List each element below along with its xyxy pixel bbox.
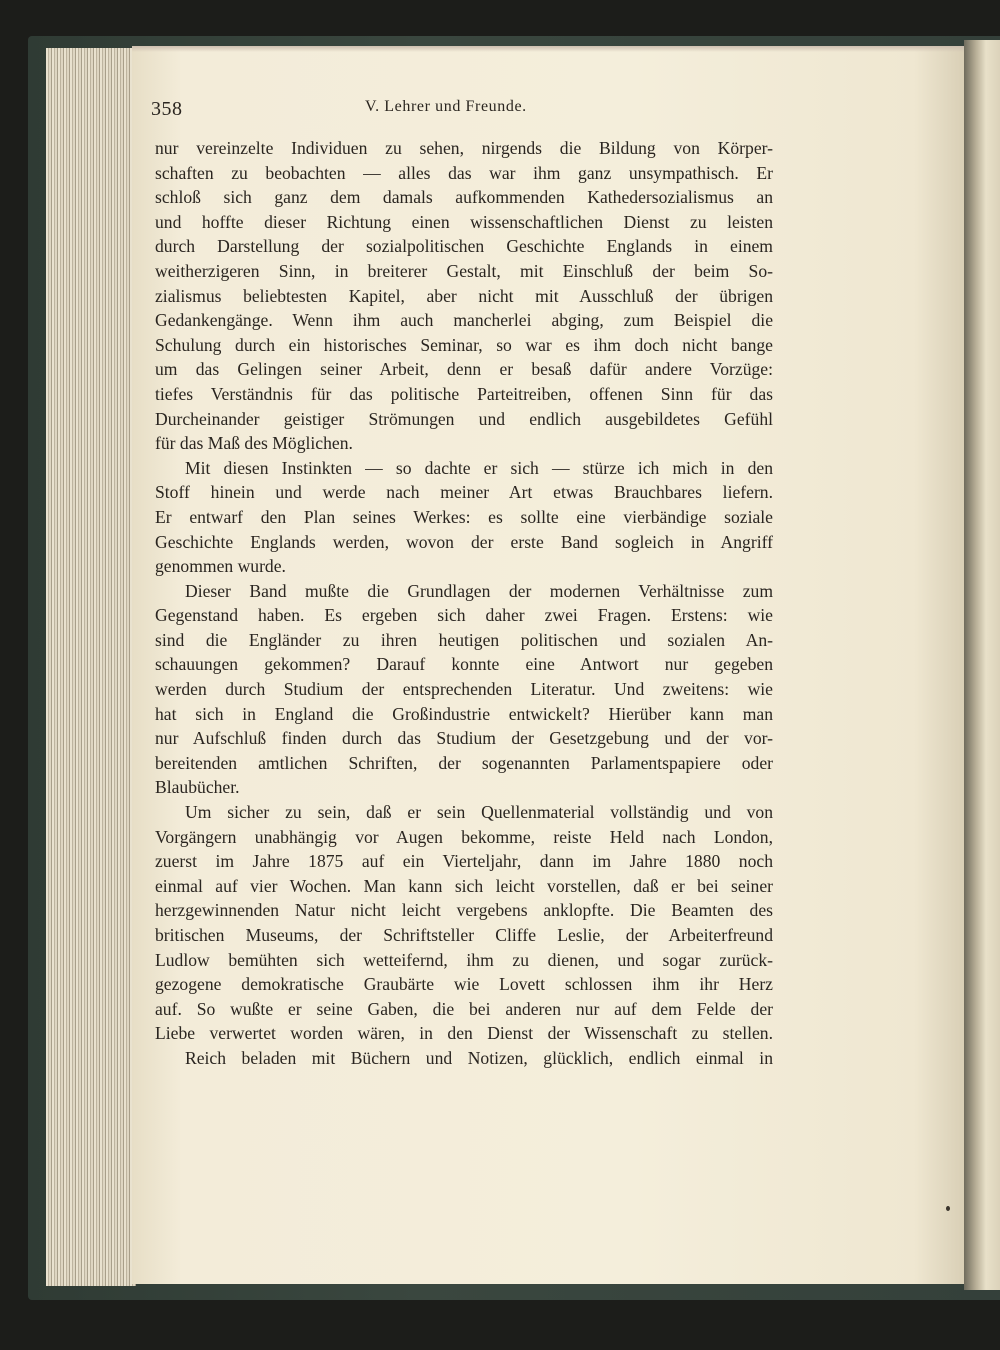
text-line: Vorgängern unabhängig vor Augen bekomme, reiste Held nach London, (155, 826, 773, 847)
text-line: Gegenstand haben. Es ergeben sich daher zwei Fragen. Erstens: wie (155, 605, 773, 626)
text-line: Geschichte Englands werden, wovon der erste Band sogleich in Angriff (155, 531, 773, 552)
text-line: gezogene demokratische Graubärte wie Lovett schlossen ihm ihr Herz (155, 974, 773, 995)
text-line: sind die Engländer zu ihren heutigen politischen und sozialen An- (155, 629, 773, 650)
text-line: hat sich in England die Großindustrie entwickelt? Hierüber kann man (155, 703, 773, 724)
text-line: durch Darstellung der sozialpolitischen Geschichte Englands in einem (155, 236, 773, 257)
text-line: einmal auf vier Wochen. Man kann sich leicht vorstellen, daß er bei seiner (155, 875, 773, 896)
text-line: Reich beladen mit Büchern und Notizen, glücklich, endlich einmal in (185, 1047, 773, 1068)
text-line: Mit diesen Instinkten — so dachte er sich — stürze ich mich in den (185, 457, 773, 478)
text-line: Um sicher zu sein, daß er sein Quellenmaterial vollständig und von (185, 802, 773, 823)
text-line: werden durch Studium der entsprechenden Literatur. Und zweitens: wie (155, 679, 773, 700)
text-line: zuerst im Jahre 1875 auf ein Vierteljahr, dann im Jahre 1880 noch (155, 851, 773, 872)
text-line: für das Maß des Möglichen. (155, 433, 353, 454)
text-line: Liebe verwertet worden wären, in den Dienst der Wissenschaft zu stellen. (155, 1023, 773, 1044)
text-line: weitherzigeren Sinn, in breiterer Gestalt, mit Einschluß der beim So- (155, 260, 773, 281)
text-line: um das Gelingen seiner Arbeit, denn er besaß dafür andere Vorzüge: (155, 359, 773, 380)
text-line: auf. So wußte er seine Gaben, die bei anderen nur auf dem Felde der (155, 998, 773, 1019)
text-line: und hoffte dieser Richtung einen wissenschaftlichen Dienst zu leisten (155, 211, 773, 232)
book-gutter (964, 40, 1000, 1290)
text-line: Durcheinander geistiger Strömungen und endlich ausgebildetes Gefühl (155, 408, 773, 429)
text-line: zialismus beliebtesten Kapitel, aber nicht mit Ausschluß der übrigen (155, 285, 773, 306)
text-line: bereitenden amtlichen Schriften, der sogenannten Parlamentspapiere oder (155, 752, 773, 773)
body-text (155, 136, 773, 1071)
text-line: Ludlow bemühten sich wetteifernd, ihm zu dienen, und sogar zurück- (155, 949, 773, 970)
text-line: tiefes Verständnis für das politische Parteitreiben, offenen Sinn für das (155, 383, 773, 404)
text-line: genommen wurde. (155, 556, 286, 577)
page-top-shadow (132, 46, 964, 52)
text-line: Gedankengänge. Wenn ihm auch mancherlei abging, zum Beispiel die (155, 310, 773, 331)
text-line: nur vereinzelte Individuen zu sehen, nirgends die Bildung von Körper- (155, 138, 773, 158)
page-header (151, 96, 771, 126)
text-line: schaften zu beobachten — alles das war ihm ganz unsympathisch. Er (155, 162, 773, 183)
text-line: herzgewinnenden Natur nicht leicht vergebens anklopfte. Die Beamten des (155, 900, 773, 921)
text-line: nur Aufschluß finden durch das Studium der Gesetzgebung und der vor- (155, 728, 773, 749)
text-line: Stoff hinein und werde nach meiner Art etwas Brauchbares liefern. (155, 482, 773, 503)
page-number: 358 (151, 98, 183, 120)
text-line: schloß sich ganz dem damals aufkommenden Kathedersozialismus an (155, 187, 773, 208)
text-line: Schulung durch ein historisches Seminar, so war es ihm doch nicht bange (155, 334, 773, 355)
running-head: V. Lehrer und Freunde. (365, 98, 527, 115)
text-line: Er entwarf den Plan seines Werkes: es sollte eine vierbändige soziale (155, 506, 773, 527)
text-line: britischen Museums, der Schriftsteller Cliffe Leslie, der Arbeiterfreund (155, 925, 773, 945)
page-edges (46, 48, 136, 1286)
text-line: Dieser Band mußte die Grundlagen der modernen Verhältnisse zum (185, 580, 773, 601)
text-line: Blaubücher. (155, 777, 240, 798)
ink-speck (946, 1206, 950, 1211)
text-line: schauungen gekommen? Darauf konnte eine Antwort nur gegeben (155, 654, 773, 675)
